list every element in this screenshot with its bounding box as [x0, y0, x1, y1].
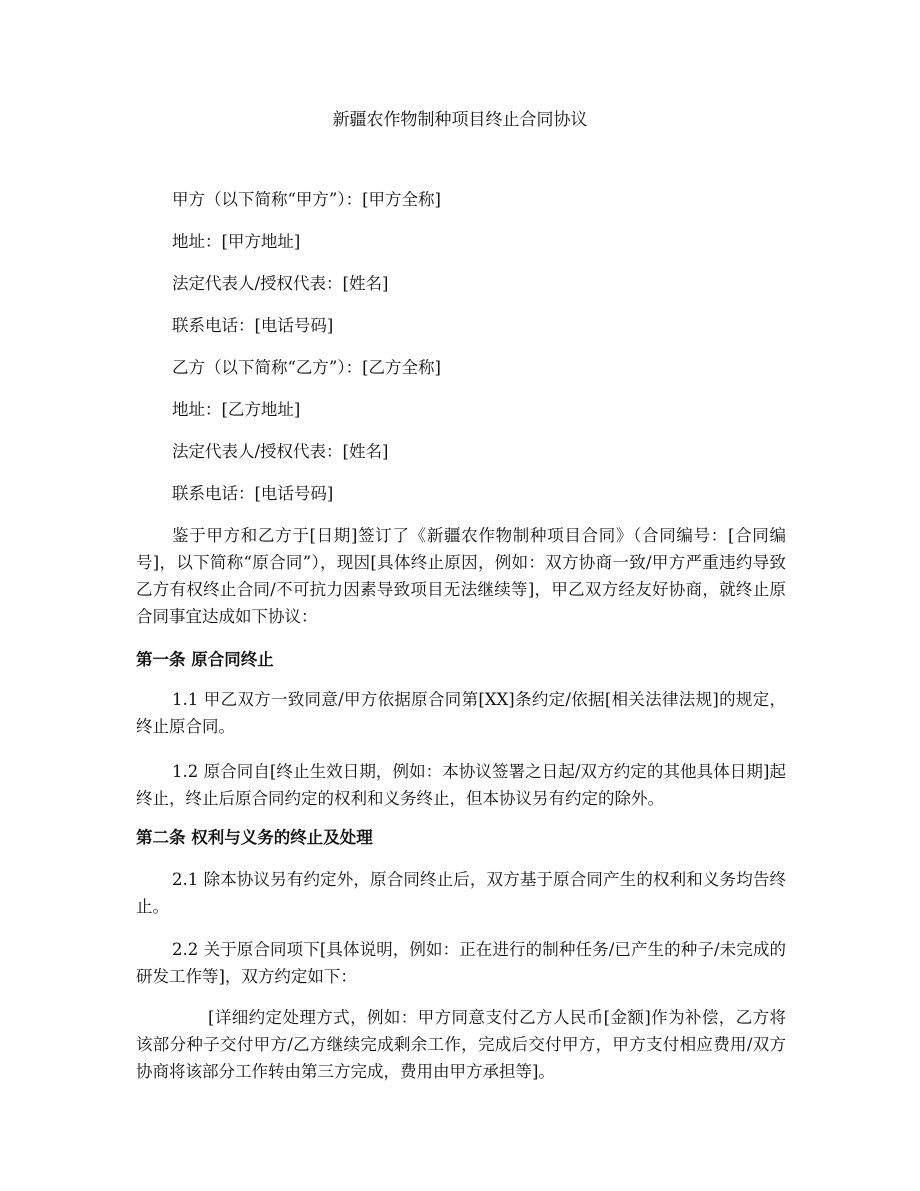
document-title: 新疆农作物制种项目终止合同协议	[332, 110, 588, 130]
article-2-heading: 第二条 权利与义务的终止及处理	[136, 828, 373, 847]
clause-1-2: 1.2 原合同自[终止生效日期，例如：本协议签署之日起/双方约定的其他具体日期]起终止，终止后原合同约定的权利和义务终止，但本协议另有约定的除外。	[136, 762, 786, 808]
party-a-phone: 联系电话：[电话号码]	[172, 316, 334, 335]
article-1-heading: 第一条 原合同终止	[136, 650, 274, 669]
clause-2-1: 2.1 除本协议另有约定外，原合同终止后，双方基于原合同产生的权利和义务均告终止。	[136, 870, 786, 916]
party-b-address: 地址：[乙方地址]	[172, 400, 301, 419]
party-b-name: 乙方（以下简称“乙方”）：[乙方全称]	[172, 358, 441, 377]
clause-1-1: 1.1 甲乙双方一致同意/甲方依据原合同第[XX]条约定/依据[相关法律法规]的规定，终止原合同。	[136, 690, 786, 736]
clause-2-2-detail: [详细约定处理方式，例如：甲方同意支付乙方人民币[金额]作为补偿，乙方将该部分种子交付甲方/乙方继续完成剩余工作，完成后交付甲方，甲方支付相应费用/双方协商将该部分工作转由第三方完成，费用由甲方承担等]。	[136, 1008, 786, 1081]
party-a-representative: 法定代表人/授权代表：[姓名]	[172, 274, 389, 293]
preamble-paragraph: 鉴于甲方和乙方于[日期]签订了《新疆农作物制种项目合同》（合同编号：[合同编号]，以下简称“原合同”），现因[具体终止原因，例如：双方协商一致/甲方严重违约导致乙方有权终止合同/不可抗力因素导致项目无法继续等]，甲乙双方经友好协商，就终止原合同事宜达成如下协议：	[136, 526, 786, 626]
clause-2-2: 2.2 关于原合同项下[具体说明，例如：正在进行的制种任务/已产生的种子/未完成的研发工作等]，双方约定如下：	[136, 940, 786, 986]
party-b-representative: 法定代表人/授权代表：[姓名]	[172, 442, 389, 461]
party-b-phone: 联系电话：[电话号码]	[172, 484, 334, 503]
party-a-address: 地址：[甲方地址]	[172, 232, 301, 251]
party-a-name: 甲方（以下简称“甲方”）：[甲方全称]	[172, 190, 441, 209]
